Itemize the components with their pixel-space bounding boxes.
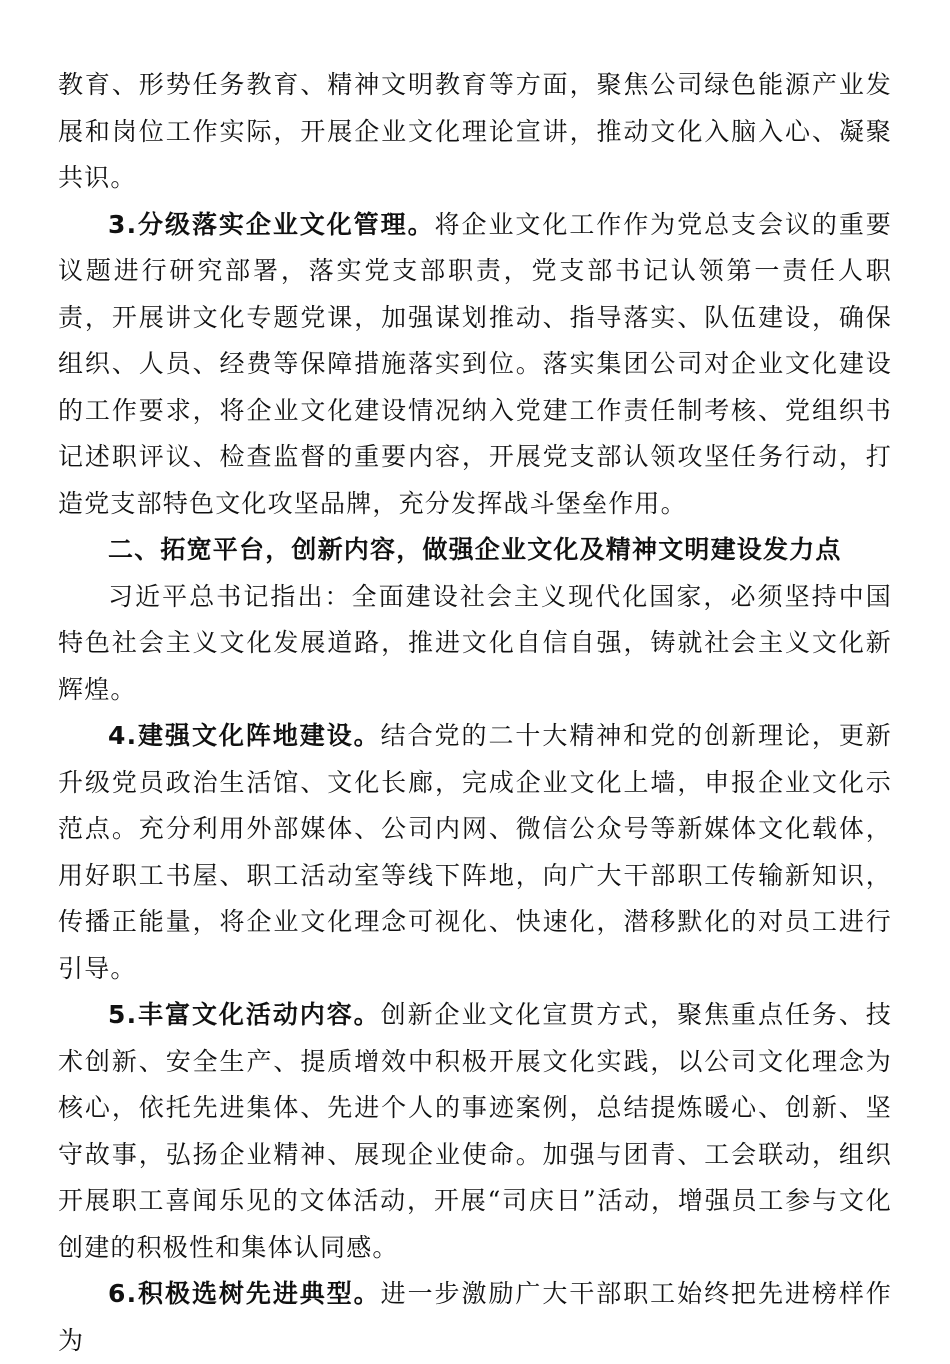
paragraph-text: 将企业文化工作作为党总支会议的重要议题进行研究部署，落实党支部职责，党支部书记认领第一责任人职责，开展讲文化专题党课，加强谋划推动、指导落实、队伍建设，确保组织、人员、经费等保障措施落实到位。落实集团公司对企业文化建设的工作要求，将企业文化建设情况纳入党建工作责任制考核、党组织书记述职评议、检查监督的重要内容，开展党支部认领攻坚任务行动，打造党支部特色文化攻坚品牌，充分发挥战斗堡垒作用。 xyxy=(58,209,893,518)
paragraph-lead-title: 4.建强文化阵地建设。 xyxy=(108,721,381,750)
paragraph-text: 进一步激励广大干部职工始终把先进榜样作为 xyxy=(58,1279,893,1355)
paragraph-text: 习近平总书记指出：全面建设社会主义现代化国家，必须坚持中国特色社会主义文化发展道路，推进文化自信自强，铸就社会主义文化新辉煌。 xyxy=(58,581,892,704)
paragraph-role-models xyxy=(58,1271,892,1364)
section-heading: 二、拓宽平台，创新内容，做强企业文化及精神文明建设发力点 xyxy=(108,535,842,564)
paragraph-lead-title: 3.分级落实企业文化管理。 xyxy=(108,209,435,239)
paragraph-lead-title: 6.积极选树先进典型。 xyxy=(108,1279,381,1308)
paragraph-text: 教育、形势任务教育、精神文明教育等方面，聚焦公司绿色能源产业发展和岗位工作实际，开展企业文化理论宣讲，推动文化入脑入心、凝聚共识。 xyxy=(58,70,892,192)
paragraph-culture-positions xyxy=(58,713,892,992)
paragraph-quote xyxy=(58,574,892,714)
paragraph-culture-activities xyxy=(58,992,892,1271)
paragraph-lead-title: 5.丰富文化活动内容。 xyxy=(108,1000,381,1029)
paragraph-education-continued xyxy=(58,62,892,202)
paragraph-culture-management xyxy=(58,202,892,528)
paragraph-text: 创新企业文化宣贯方式，聚焦重点任务、技术创新、安全生产、提质增效中积极开展文化实践，以公司文化理念为核心，依托先进集体、先进个人的事迹案例，总结提炼暖心、创新、坚守故事，弘扬企业精神、展现企业使命。加强与团青、工会联动，组织开展职工喜闻乐见的文体活动，开展“司庆日”活动，增强员工参与文化创建的积极性和集体认同感。 xyxy=(58,1000,893,1262)
paragraph-text: 结合党的二十大精神和党的创新理论，更新升级党员政治生活馆、文化长廊，完成企业文化上墙，申报企业文化示范点。充分利用外部媒体、公司内网、微信公众号等新媒体文化载体，用好职工书屋、职工活动室等线下阵地，向广大干部职工传输新知识，传播正能量，将企业文化理念可视化、快速化，潜移默化的对员工进行引导。 xyxy=(58,721,893,983)
